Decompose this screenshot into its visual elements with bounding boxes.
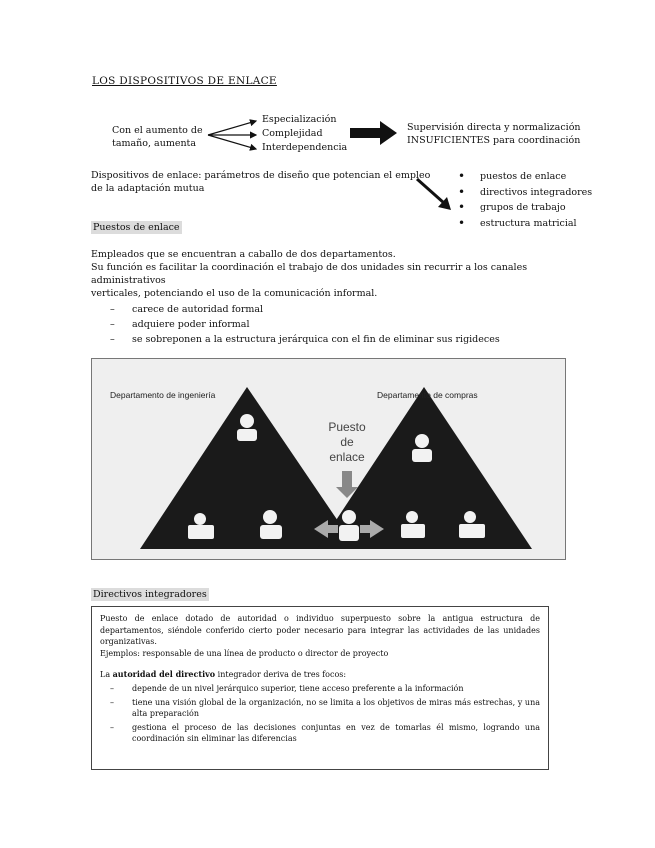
section-heading-puestos: Puestos de enlace (93, 222, 180, 233)
puestos-points (110, 302, 500, 347)
list-item: – depende de un nivel jerárquico superior, tiene acceso preferente a la información (110, 683, 540, 695)
list-item: – adquiere poder informal (110, 317, 500, 332)
list-item: – carece de autoridad formal (110, 302, 500, 317)
flow-right-line1: Supervisión directa y normalización (407, 122, 581, 133)
devices-text (91, 169, 430, 195)
puestos-paragraph (91, 248, 571, 300)
diagonal-arrow-icon (414, 176, 454, 212)
flow-mid-item: Especialización (262, 114, 337, 125)
page-title: LOS DISPOSITIVOS DE ENLACE (92, 75, 277, 87)
center-label-line1: Puesto (328, 420, 366, 434)
flow-left-line1: Con el aumento de (112, 125, 203, 136)
list-item: – gestiona el proceso de las decisiones conjuntas en vez de tomarlas él mismo, logrando una coordinación sin eliminar las diferencias (110, 722, 540, 745)
branch-arrows (206, 118, 262, 152)
directivos-points (110, 683, 540, 745)
devices-line2: de la adaptación mutua (91, 183, 205, 194)
puestos-p2-line1: Su función es facilitar la coordinación el trabajo de dos unidades sin recurrir a los canales administrativos (91, 262, 528, 286)
devices-list (458, 169, 592, 231)
list-item: – tiene una visión global de la organización, no se limita a los objetivos de miras más estrechas, y una alta preparación (110, 697, 540, 720)
list-item: • estructura matricial (458, 216, 592, 232)
list-item: • directivos integradores (458, 185, 592, 201)
flow-left-text (112, 124, 203, 150)
p3-suffix: integrador deriva de tres focos: (215, 670, 347, 680)
flow-right-line2: INSUFICIENTES para coordinación (407, 135, 581, 146)
center-label-line3: enlace (329, 450, 365, 464)
branch-arrow-down (208, 135, 256, 149)
flow-mid-item: Complejidad (262, 128, 323, 139)
p3-bold: autoridad del directivo (112, 669, 216, 680)
list-item: • grupos de trabajo (458, 200, 592, 216)
section-heading-directivos: Directivos integradores (93, 589, 207, 600)
figure-svg (92, 359, 565, 559)
right-department-label: Departamento de compras (377, 390, 478, 400)
list-item: • puestos de enlace (458, 169, 592, 185)
big-right-arrow-icon (350, 121, 398, 145)
directivos-p1: Puesto de enlace dotado de autoridad o individuo superpuesto sobre la antigua estructura de departamentos, siéndole conferido cierto poder necesario para integrar las actividades de las unidades organizativas. (100, 614, 540, 647)
liaison-figure (91, 358, 566, 560)
devices-line1: Dispositivos de enlace: parámetros de diseño que potencian el empleo (91, 170, 431, 181)
flow-left-line2: tamaño, aumenta (112, 138, 197, 149)
directivos-p2: Ejemplos: responsable de una línea de producto o director de proyecto (100, 648, 389, 658)
flow-right-text (407, 121, 581, 147)
branch-arrow-up (208, 121, 256, 135)
puestos-p1: Empleados que se encuentran a caballo de dos departamentos. (91, 249, 396, 260)
flow-mid-list (262, 113, 347, 155)
flow-mid-item: Interdependencia (262, 142, 348, 153)
list-item: – se sobreponen a la estructura jerárquica con el fin de eliminar sus rigideces (110, 332, 500, 347)
directivos-box (91, 606, 549, 770)
left-department-label: Departamento de ingeniería (110, 390, 216, 400)
p3-prefix: La (100, 670, 113, 680)
center-label-line2: de (340, 435, 354, 449)
puestos-p2-line2: verticales, potenciando el uso de la comunicación informal. (91, 288, 378, 299)
directivos-p3 (100, 669, 540, 681)
